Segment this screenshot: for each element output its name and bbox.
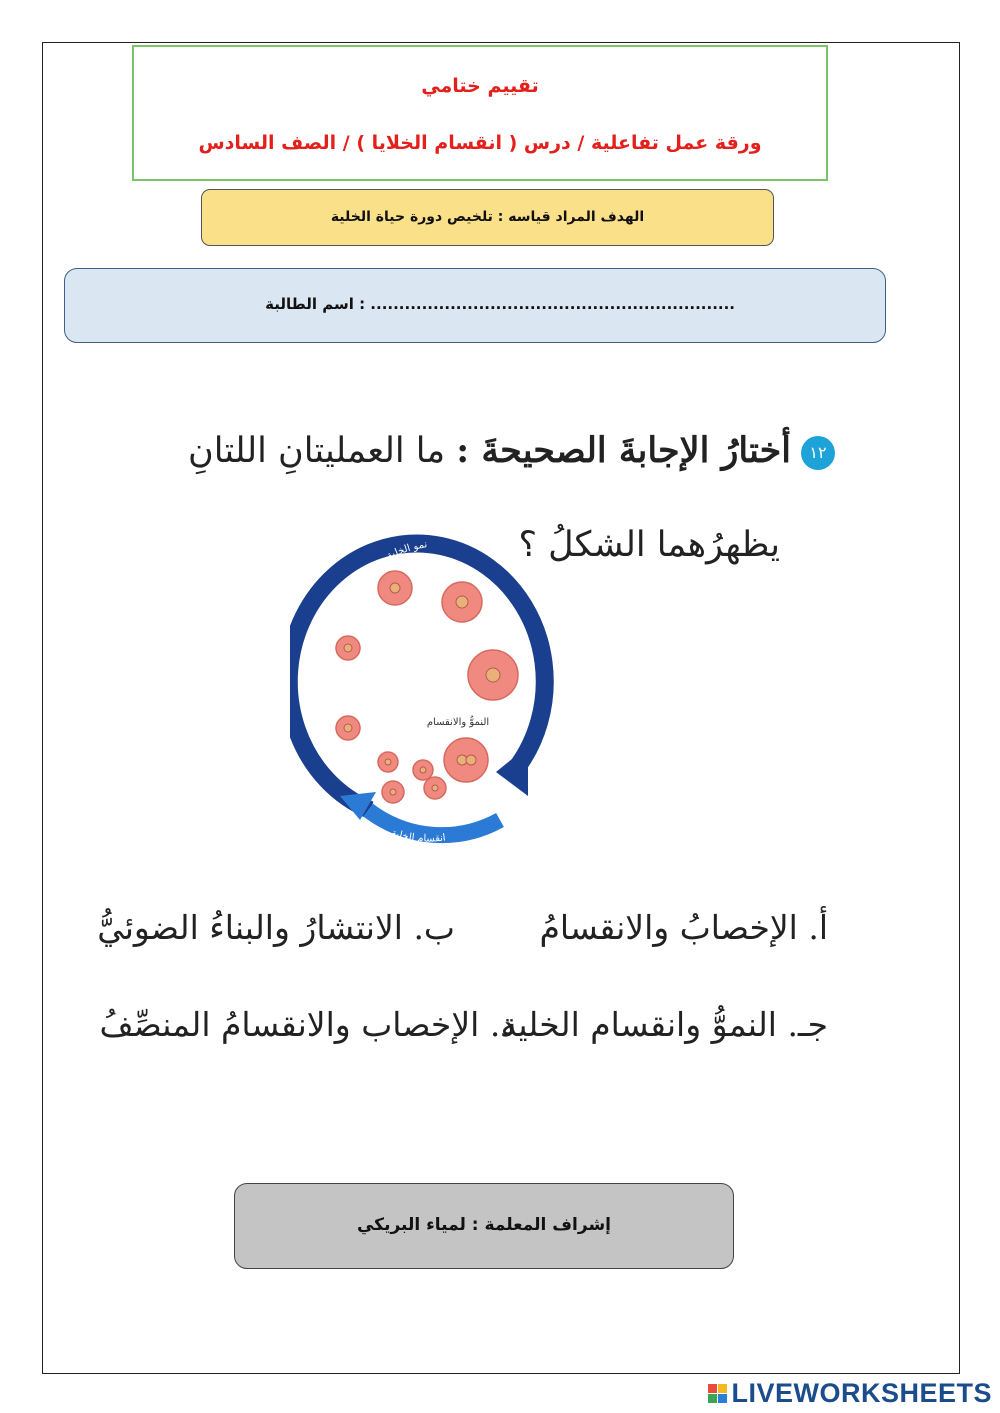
top-arc-label: نمو الخلية [385,539,429,563]
liveworksheets-brand [708,1378,992,1409]
question-instruction: أختارُ الإجابةَ الصحيحةَ : [456,430,791,471]
page-title: تقييم ختامي [421,75,539,97]
title-box [132,45,828,181]
option-c[interactable]: جـ. النموُّ وانقسام الخلية [500,1005,828,1044]
question-prompt: ما العمليتانِ اللتانِ [187,431,446,471]
option-d[interactable]: د. الإخصاب والانقسامُ المنصِّفُ [99,1005,515,1044]
question-text [115,430,835,471]
page-subtitle: ورقة عمل تفاعلية / درس ( انقسام الخلايا ) / الصف السادس [198,132,762,154]
liveworksheets-logo-icon [708,1384,727,1403]
cell-cycle-diagram [290,520,560,850]
goal-banner: الهدف المراد قياسه : تلخيص دورة حياة الخلية [201,189,774,246]
option-a[interactable]: أ. الإخصابُ والانقسامُ [539,908,828,947]
arrow-head-right [496,746,528,796]
division-arrow [368,810,500,835]
supervisor-box: إشراف المعلمة : لمياء البريكي [234,1183,734,1269]
student-name-label: اسم الطالبة : ................................................................ [265,295,735,313]
question-prompt-line2: يظهرُهما الشكلُ ؟ [518,525,780,565]
cells [336,571,518,803]
inner-label: النموُّ والانقسام [426,717,490,728]
question-number-badge: ١٢ [801,436,835,470]
brand-name: LIVEWORKSHEETS [731,1378,992,1408]
student-name-box[interactable] [64,268,886,343]
bottom-arc-label: انقسام الخلية [389,827,447,845]
option-b[interactable]: ب. الانتشارُ والبناءُ الضوئيُّ [97,908,455,947]
